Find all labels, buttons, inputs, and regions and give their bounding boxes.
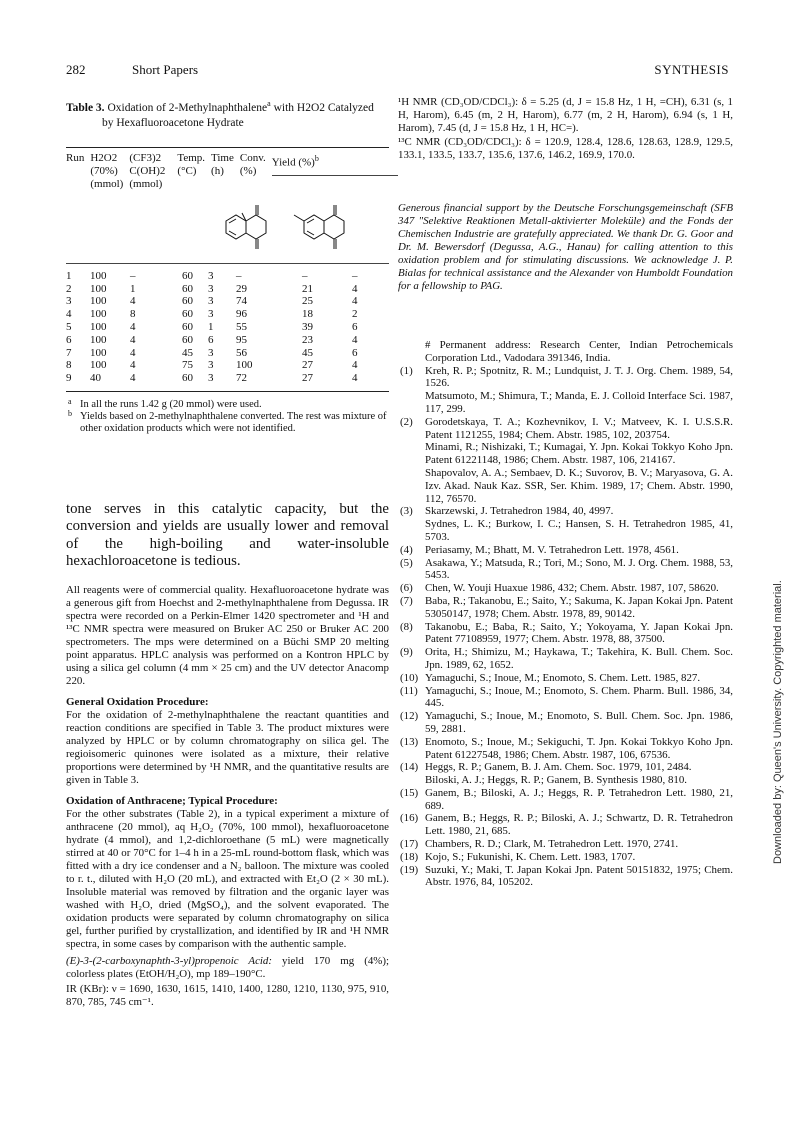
footnote-b: b Yields based on 2-methylnaphthalene converted. The rest was mixture of other oxidation products which were not identified.: [68, 409, 387, 434]
table-caption: [66, 96, 389, 131]
reference-item: (11) Yamaguchi, S.; Inoue, M.; Enomoto, S. Chem. Pharm. Bull. 1986, 34, 445.: [400, 684, 733, 710]
caption-text-b: with H2O2 Catalyzed: [270, 101, 374, 114]
page-header: [66, 62, 729, 80]
table-row: 9 40 4 60 3 72 27 4: [66, 372, 358, 385]
reference-item: (19) Suzuki, Y.; Maki, T. Japan Kokai Jpn. Patent 50151832, 1975; Chem. Abstr. 1976, 84, 105202.: [400, 863, 733, 889]
general-procedure-heading: General Oxidation Procedure:: [66, 696, 209, 709]
table-header: [66, 152, 404, 191]
header-time-unit: (h): [211, 164, 224, 177]
table-row: 7 100 4 45 3 56 45 6: [66, 346, 358, 359]
header-cf3: (CF3)2: [129, 151, 162, 164]
reference-continuation: Sydnes, L. K.; Burkow, I. C.; Hansen, S. H. Tetrahedron 1985, 41, 5703.: [425, 518, 733, 543]
table-row: 4 100 8 60 3 96 18 2: [66, 308, 358, 321]
header-h2o2: H2O2: [90, 151, 118, 164]
reference-item: (5) Asakawa, Y.; Matsuda, R.; Tori, M.; Sono, M. J. Org. Chem. 1988, 53, 5453.: [400, 556, 733, 582]
references: [398, 339, 733, 889]
reference-item: (14) Heggs, R. P.; Ganem, B. J. Am. Chem. Soc. 1979, 101, 2484.: [400, 761, 692, 774]
journal-name: SYNTHESIS: [654, 62, 729, 77]
caption-sup: a: [267, 99, 271, 108]
reference-item: (2) Gorodetskaya, T. A.; Kozhevnikov, I. V.; Matveev, K. I. U.S.S.R. Patent 1121255, 1984; Chem. Abstr. 1985, 102, 203754.: [400, 415, 733, 441]
reference-item: (16) Ganem, B.; Heggs, R. P.; Biloski, A. J.; Schwartz, D. R. Tetrahedron Lett. 1980, 21, 685.: [400, 812, 733, 838]
header-cf3-b: C(OH)2: [129, 164, 166, 177]
compound-text: yield 170 mg (4%); colorless plates (EtOH/H₂O), mp 189–190°C.: [66, 955, 389, 981]
header-cf3-unit: (mmol): [129, 177, 163, 190]
header-conv: Conv.: [239, 151, 266, 164]
anthracene-heading: Oxidation of Anthracene; Typical Procedure:: [66, 795, 278, 808]
table-footnotes: [66, 399, 389, 435]
reference-item: (3) Skarzewski, J. Tetrahedron 1984, 40, 4997.: [400, 505, 614, 518]
yield-rule: [272, 175, 398, 176]
reference-item: (10) Yamaguchi, S.; Inoue, M.; Enomoto, S. Chem. Lett. 1985, 827.: [400, 671, 701, 684]
reference-item: (18) Kojo, S.; Fukunishi, K. Chem. Lett. 1983, 1707.: [400, 850, 636, 863]
lead-paragraph: tone serves in this catalytic capacity, but the conversion and yields are usually lower and removal of the high-boiling and water-insoluble hexachloroacetone is tedious.: [66, 501, 389, 569]
reference-item: (4) Periasamy, M.; Bhatt, M. V. Tetrahedron Lett. 1978, 4561.: [400, 543, 679, 556]
table-row: 5 100 4 60 1 55 39 6: [66, 321, 358, 334]
reference-item: (8) Takanobu, E.; Baba, R.; Saito, Y.; Yokoyama, Y. Japan Kokai Jpn. Patent 77108959, 1977; Chem. Abstr. 1978, 88, 37500.: [400, 620, 733, 646]
left-column: [66, 96, 389, 1009]
general-procedure-text: For the oxidation of 2-methylnaphthalene the reactant quantities and reaction conditions are specified in Table 3. The product mixtures were analyzed by HPLC or by column chromatography on silica gel. The regioisomeric quinones were isolated as a mixture, their relative proportions were determined by ¹H NMR, and the quantitative results are given in Table 3.: [66, 709, 389, 787]
reference-item: (17) Chambers, R. D.; Clark, M. Tetrahedron Lett. 1970, 2741.: [400, 838, 679, 851]
anthracene-text: For the other substrates (Table 2), in a typical experiment a mixture of anthracene (20 mmol), aq H₂O₂ (70%, 100 mmol), hexafluoroacetone hydrate (4 mmol), and 1,2-dichloroethane (5 mL) were magnetically stirred at 40 or 70°C for 1–4 h in a 25-mL round-bottom flask, which was fitted with a dry ice condenser and a N₂ balloon. The mixture was cooled to r. t., diluted with H₂O (20 mL), and extracted with Et₂O (2 × 30 mL). Insoluble material was removed by filtration and the organic layer was washed with H₂O, dried (MgSO₄), and the solvent evaporated. The oxidation products were separated by column chromatography on silica gel, further purified by crystallization, and identified by IR and ¹H NMR spectra, in some cases by comparison with the authentic sample.: [66, 808, 389, 951]
header-h2o2-unit: (mmol): [90, 177, 124, 190]
reference-continuation: Biloski, A. J.; Heggs, R. P.; Ganem, B. Synthesis 1980, 810.: [425, 774, 688, 787]
right-column: [398, 96, 733, 889]
reference-item: (9) Orita, H.; Shimizu, M.; Haykawa, T.; Takehira, K. Bull. Chem. Soc. Jpn. 1989, 62, 1652.: [400, 646, 733, 671]
compound-name: (E)-3-(2-carboxynaphth-3-yl)propenoic Acid:: [66, 955, 272, 968]
table-top-rule: [66, 147, 389, 148]
header-yield-sup: b: [314, 153, 319, 163]
ir-data: IR (KBr): ν = 1690, 1630, 1615, 1410, 1400, 1280, 1210, 1130, 975, 910, 870, 785, 745 cm⁻¹.: [66, 983, 389, 1009]
reference-item: (1) Kreh, R. P.; Spotnitz, R. M.; Lundquist, J. T. J. Org. Chem. 1989, 54, 1526.: [400, 364, 733, 390]
c-nmr-data: ¹³C NMR (CD₃OD/CDCl₃): δ = 120.9, 128.4, 128.6, 128.63, 128.9, 129.5, 133.1, 133.5, 133.7, 135.6, 137.6, 146.2, 169.9, 170.0.: [398, 136, 733, 161]
quinone-structures-drawing: [216, 191, 386, 263]
table-header-rule: [66, 263, 389, 264]
compound-entry: [66, 955, 389, 981]
table-row: 8 100 4 75 3 100 27 4: [66, 359, 358, 372]
caption-text: Oxidation of 2-Methylnaphthalene: [107, 101, 268, 114]
reference-item: (7) Baba, R.; Takanobu, E.; Saito, Y.; Sakuma, K. Japan Kokai Jpn. Patent 53050147, 1978; Chem. Abstr. 1978, 89, 90142.: [400, 594, 733, 620]
header-run: Run: [66, 151, 85, 164]
permanent-address: # Permanent address: Research Center, Indian Petrochemicals Corporation Ltd., Vadodara 391346, India.: [425, 339, 733, 364]
header-temp-unit: (°C): [177, 164, 197, 177]
header-yield: Yield (%): [271, 156, 315, 169]
header-temp: Temp.: [177, 151, 206, 164]
table-body: [66, 270, 389, 385]
footnote-a: a In all the runs 1.42 g (20 mmol) were used.: [68, 397, 262, 410]
table-row: 2 100 1 60 3 29 21 4: [66, 282, 358, 295]
acknowledgment: Generous financial support by the Deutsche Forschungsgemeinschaft (SFB 347 "Selektive Reaktionen Metall-aktivierter Moleküle) and the Fonds der Chemischen Industrie are gratefully appreciated. We thank Dr. G. Goor and Dr. M. Bewersdorf (Degussa, A.G., Hanau) for calling attention to this oxidation problem and for stimulating discussions. We acknowledge J. P. Bialas for technical assistance and the Alexander von Humboldt Foundation for a fellowship to PAG.: [398, 202, 733, 292]
running-title: Short Papers: [132, 62, 199, 77]
header-time: Time: [211, 151, 234, 164]
download-note: Downloaded by: Queen's University. Copyrighted material.: [772, 580, 784, 864]
h-nmr-data: ¹H NMR (CD₃OD/CDCl₃): δ = 5.25 (d, J = 15.8 Hz, 1 H, =CH), 6.31 (s, 1 H, Harom), 6.45 (m, 2 H, Harom), 6.77 (m, 2 H, Harom), 6.94 (s, 1 H, Harom), 7.45 (d, J = 15.8 Hz, 1 H, HC=).: [398, 96, 733, 134]
reference-item: (13) Enomoto, S.; Inoue, M.; Sekiguchi, T. Jpn. Kokai Tokkyo Koho Jpn. Patent 61227548, 1986; Chem. Abstr. 1987, 106, 67536.: [400, 735, 733, 761]
page-number: 282: [66, 62, 86, 77]
header-h2o2-conc: (70%): [90, 164, 118, 177]
reference-continuation: Minami, R.; Nishizaki, T.; Kumagai, Y. Jpn. Kokai Tokkyo Koho Jpn. Patent 61221148, 1986; Chem. Abstr. 1987, 106, 214167.: [425, 441, 733, 467]
reference-item: (12) Yamaguchi, S.; Inoue, M.; Enomoto, S. Bull. Chem. Soc. Jpn. 1986, 59, 2881.: [400, 710, 733, 735]
table-row: 3 100 4 60 3 74 25 4: [66, 295, 358, 308]
table-row: 6 100 4 60 6 95 23 4: [66, 333, 358, 346]
quinone-structures: [66, 191, 389, 261]
reagents-paragraph: All reagents were of commercial quality. Hexafluoroacetone hydrate was a generous gift from Hoechst and 2-methylnaphthalene from Degussa. IR spectra were recorded on a Perkin-Elmer 1420 spectrometer and ¹H and ¹³C NMR spectra were measured on Bruker AC 250 or Bruker AC 200 spectrometers. The mps were determined on a Büchi SMP 20 melting point apparatus. HPLC analysis was performed on a Kontron HPLC by using a silica gel column (4 mm × 25 cm) and the UV detector Anacomp 220.: [66, 584, 389, 688]
reference-item: (6) Chen, W. Youji Huaxue 1986, 432; Chem. Abstr. 1987, 107, 58620.: [400, 582, 719, 595]
table-row: 1 100 – 60 3 – – –: [66, 269, 358, 282]
reference-item: (15) Ganem, B.; Biloski, A. J.; Heggs, R. P. Tetrahedron Lett. 1980, 21, 689.: [400, 786, 733, 812]
table-bottom-rule: [66, 391, 389, 392]
reference-continuation: Matsumoto, M.; Shimura, T.; Manda, E. J. Colloid Interface Sci. 1987, 117, 299.: [425, 390, 733, 415]
table-label: Table 3.: [66, 101, 105, 114]
reference-continuation: Shapovalov, A. A.; Sembaev, D. K.; Suvorov, B. V.; Maryasova, G. A. Izv. Akad. Nauk Kaz. SSR, Ser. Khim. 1989, 17; Chem. Abstr. 1990, 112, 76570.: [425, 466, 733, 505]
header-conv-unit: (%): [239, 164, 257, 177]
caption-line2: by Hexafluoroacetone Hydrate: [102, 116, 244, 129]
